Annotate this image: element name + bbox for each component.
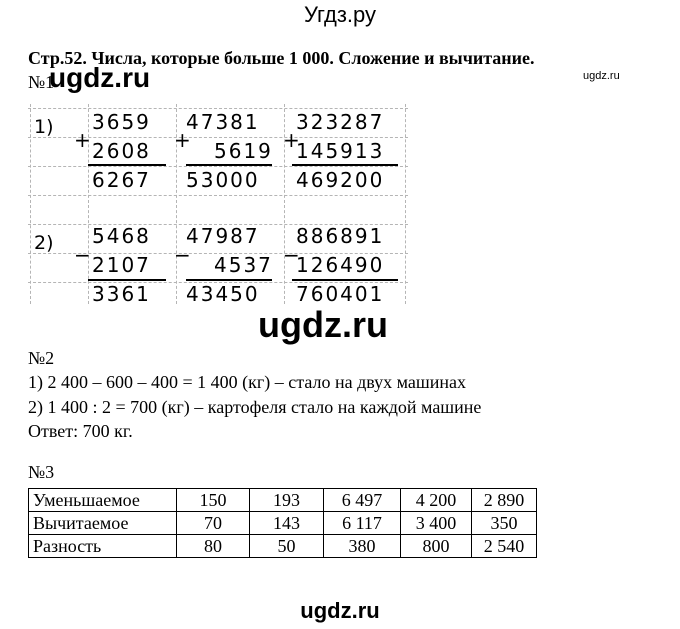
problem-2-1-a: 5468 [92, 224, 151, 248]
problem-1-2-a: 47381 [186, 110, 260, 134]
result-rule [88, 164, 166, 166]
minus-sign: − [74, 243, 91, 267]
grid-line [28, 108, 408, 109]
task3-number: №3 [28, 462, 55, 482]
table-cell: 3 400 [401, 512, 472, 535]
row2-label: 2) [34, 232, 54, 254]
table-cell: 2 540 [472, 535, 537, 558]
result-rule [292, 164, 398, 166]
task2-answer: Ответ: 700 кг. [28, 421, 133, 441]
row-header: Вычитаемое [29, 512, 177, 535]
table-cell: 2 890 [472, 489, 537, 512]
table-cell: 6 497 [324, 489, 401, 512]
table-cell: 193 [250, 489, 324, 512]
problem-2-3-a: 886891 [296, 224, 385, 248]
problem-1-1-b: 2608 [92, 139, 151, 163]
minus-sign: − [174, 243, 191, 267]
plus-sign: + [74, 128, 91, 152]
watermark-top: ugdz.ru [49, 62, 151, 93]
grid-line [30, 104, 31, 304]
table-cell: 4 200 [401, 489, 472, 512]
row-header: Уменьшаемое [29, 489, 177, 512]
table-cell: 143 [250, 512, 324, 535]
problem-1-3-b: 145913 [296, 139, 385, 163]
grid-line [405, 104, 406, 304]
watermark-middle: ugdz.ru [258, 304, 388, 345]
problem-2-1-r: 3361 [92, 282, 151, 306]
task2-number: №2 [28, 348, 55, 368]
result-rule [88, 279, 166, 281]
problem-2-3-r: 760401 [296, 282, 385, 306]
row-header: Разность [29, 535, 177, 558]
site-title: Угдз.ру [303, 2, 377, 27]
table-cell: 70 [177, 512, 250, 535]
table-row [29, 489, 537, 512]
problem-1-2-r: 53000 [186, 168, 260, 192]
plus-sign: + [283, 128, 300, 152]
problem-2-1-b: 2107 [92, 253, 151, 277]
table-cell: 800 [401, 535, 472, 558]
problem-1-1-a: 3659 [92, 110, 151, 134]
table-cell: 50 [250, 535, 324, 558]
problem-1-3-r: 469200 [296, 168, 385, 192]
problem-2-2-r: 43450 [186, 282, 260, 306]
table-cell: 150 [177, 489, 250, 512]
task3-table [28, 488, 537, 558]
problem-2-2-a: 47987 [186, 224, 260, 248]
problem-1-3-a: 323287 [296, 110, 385, 134]
plus-sign: + [174, 128, 191, 152]
table-cell: 350 [472, 512, 537, 535]
task1-number: №1 [28, 72, 55, 92]
problem-1-2-b: 5619 [214, 139, 273, 163]
table-row [29, 535, 537, 558]
row1-label: 1) [34, 116, 54, 138]
task2-line1: 1) 2 400 – 600 – 400 = 1 400 (кг) – стало на двух машинах [28, 372, 467, 392]
problem-2-2-b: 4537 [214, 253, 273, 277]
grid-line [28, 195, 408, 196]
grid-line [28, 166, 408, 167]
table-row [29, 512, 537, 535]
watermark-small: ugdz.ru [583, 70, 620, 82]
result-rule [186, 164, 272, 166]
page-heading: Стр.52. Числа, которые больше 1 000. Сложение и вычитание. [28, 48, 535, 68]
minus-sign: − [283, 243, 300, 267]
result-rule [292, 279, 398, 281]
watermark-bottom: ugdz.ru [300, 598, 380, 623]
problem-1-1-r: 6267 [92, 168, 151, 192]
task2-line2: 2) 1 400 : 2 = 700 (кг) – картофеля стало на каждой машине [28, 397, 482, 417]
table-cell: 80 [177, 535, 250, 558]
table-cell: 380 [324, 535, 401, 558]
problem-2-3-b: 126490 [296, 253, 385, 277]
result-rule [186, 279, 272, 281]
table-cell: 6 117 [324, 512, 401, 535]
